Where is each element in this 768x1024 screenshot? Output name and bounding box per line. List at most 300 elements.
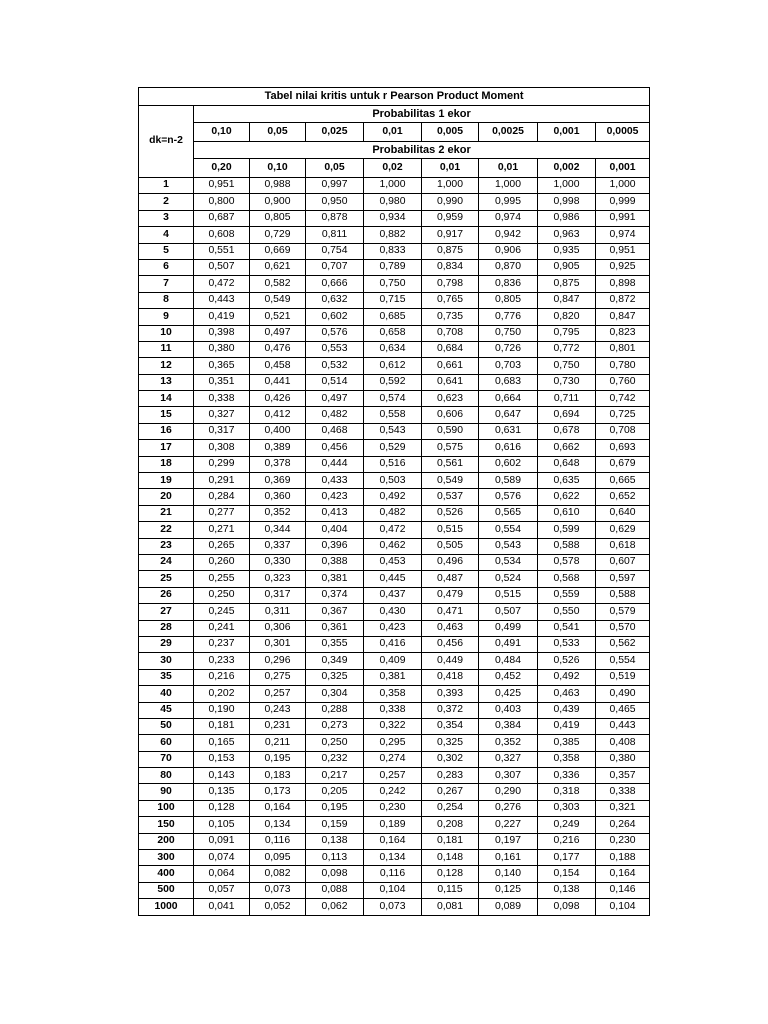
value-cell: 0,789 — [364, 259, 422, 275]
dk-cell: 21 — [139, 505, 194, 521]
value-cell: 0,257 — [250, 686, 306, 702]
value-cell: 0,138 — [538, 882, 596, 898]
value-cell: 0,233 — [194, 653, 250, 669]
table-row — [139, 259, 650, 275]
value-cell: 0,652 — [596, 489, 650, 505]
value-cell: 0,369 — [250, 473, 306, 489]
value-cell: 0,986 — [538, 210, 596, 226]
value-cell: 0,052 — [250, 899, 306, 915]
table-row — [139, 587, 650, 603]
table-row — [139, 456, 650, 472]
dk-cell: 20 — [139, 489, 194, 505]
value-cell: 0,267 — [422, 784, 479, 800]
one-tailed-level: 0,0025 — [479, 123, 538, 142]
value-cell: 0,456 — [306, 440, 364, 456]
value-cell: 0,195 — [250, 751, 306, 767]
value-cell: 0,551 — [194, 243, 250, 259]
value-cell: 0,507 — [479, 604, 538, 620]
table-row — [139, 817, 650, 833]
value-cell: 0,795 — [538, 325, 596, 341]
value-cell: 0,678 — [538, 423, 596, 439]
value-cell: 0,998 — [538, 194, 596, 210]
table-row — [139, 489, 650, 505]
value-cell: 0,308 — [194, 440, 250, 456]
dk-cell: 8 — [139, 292, 194, 308]
value-cell: 0,381 — [364, 669, 422, 685]
value-cell: 0,317 — [250, 587, 306, 603]
value-cell: 0,165 — [194, 735, 250, 751]
value-cell: 0,323 — [250, 571, 306, 587]
value-cell: 0,641 — [422, 374, 479, 390]
value-cell: 0,113 — [306, 850, 364, 866]
table-row — [139, 292, 650, 308]
value-cell: 0,388 — [306, 554, 364, 570]
dk-cell: 9 — [139, 309, 194, 325]
dk-cell: 23 — [139, 538, 194, 554]
value-cell: 0,159 — [306, 817, 364, 833]
value-cell: 0,146 — [596, 882, 650, 898]
table-row — [139, 899, 650, 915]
value-cell: 0,303 — [538, 800, 596, 816]
value-cell: 0,900 — [250, 194, 306, 210]
value-cell: 0,576 — [479, 489, 538, 505]
value-cell: 0,750 — [479, 325, 538, 341]
table-row — [139, 686, 650, 702]
one-tailed-level: 0,005 — [422, 123, 479, 142]
dk-cell: 45 — [139, 702, 194, 718]
table-row — [139, 210, 650, 226]
value-cell: 0,730 — [538, 374, 596, 390]
dk-cell: 6 — [139, 259, 194, 275]
value-cell: 0,396 — [306, 538, 364, 554]
table-row — [139, 243, 650, 259]
value-cell: 0,288 — [306, 702, 364, 718]
value-cell: 0,290 — [479, 784, 538, 800]
value-cell: 0,492 — [364, 489, 422, 505]
table-title: Tabel nilai kritis untuk r Pearson Product Moment — [139, 88, 650, 106]
value-cell: 0,255 — [194, 571, 250, 587]
value-cell: 0,393 — [422, 686, 479, 702]
value-cell: 0,283 — [422, 768, 479, 784]
value-cell: 0,685 — [364, 309, 422, 325]
value-cell: 0,592 — [364, 374, 422, 390]
value-cell: 0,365 — [194, 358, 250, 374]
value-cell: 0,148 — [422, 850, 479, 866]
value-cell: 0,661 — [422, 358, 479, 374]
dk-cell: 400 — [139, 866, 194, 882]
value-cell: 0,798 — [422, 276, 479, 292]
value-cell: 0,250 — [306, 735, 364, 751]
value-cell: 0,526 — [538, 653, 596, 669]
value-cell: 0,231 — [250, 718, 306, 734]
value-cell: 0,568 — [538, 571, 596, 587]
value-cell: 0,750 — [538, 358, 596, 374]
value-cell: 0,935 — [538, 243, 596, 259]
value-cell: 0,503 — [364, 473, 422, 489]
value-cell: 0,561 — [422, 456, 479, 472]
value-cell: 0,164 — [250, 800, 306, 816]
table-row — [139, 358, 650, 374]
dk-cell: 2 — [139, 194, 194, 210]
value-cell: 0,374 — [306, 587, 364, 603]
two-tailed-level: 0,20 — [194, 159, 250, 178]
value-cell: 0,666 — [306, 276, 364, 292]
table-row — [139, 505, 650, 521]
value-cell: 0,358 — [364, 686, 422, 702]
value-cell: 0,878 — [306, 210, 364, 226]
value-cell: 0,211 — [250, 735, 306, 751]
value-cell: 0,963 — [538, 227, 596, 243]
value-cell: 0,115 — [422, 882, 479, 898]
value-cell: 0,610 — [538, 505, 596, 521]
value-cell: 0,073 — [364, 899, 422, 915]
value-cell: 0,772 — [538, 341, 596, 357]
value-cell: 0,430 — [364, 604, 422, 620]
value-cell: 0,565 — [479, 505, 538, 521]
value-cell: 0,128 — [194, 800, 250, 816]
value-cell: 1,000 — [364, 178, 422, 194]
dk-cell: 17 — [139, 440, 194, 456]
value-cell: 0,161 — [479, 850, 538, 866]
value-cell: 0,062 — [306, 899, 364, 915]
value-cell: 0,242 — [364, 784, 422, 800]
value-cell: 0,361 — [306, 620, 364, 636]
value-cell: 0,134 — [250, 817, 306, 833]
value-cell: 0,662 — [538, 440, 596, 456]
value-cell: 0,917 — [422, 227, 479, 243]
value-cell: 0,754 — [306, 243, 364, 259]
dk-cell: 100 — [139, 800, 194, 816]
value-cell: 0,602 — [306, 309, 364, 325]
value-cell: 0,575 — [422, 440, 479, 456]
dk-cell: 12 — [139, 358, 194, 374]
dk-cell: 300 — [139, 850, 194, 866]
value-cell: 0,445 — [364, 571, 422, 587]
value-cell: 0,104 — [596, 899, 650, 915]
value-cell: 0,519 — [596, 669, 650, 685]
value-cell: 0,265 — [194, 538, 250, 554]
value-cell: 0,951 — [596, 243, 650, 259]
value-cell: 0,276 — [479, 800, 538, 816]
value-cell: 0,453 — [364, 554, 422, 570]
value-cell: 0,629 — [596, 522, 650, 538]
value-cell: 0,190 — [194, 702, 250, 718]
table-row — [139, 276, 650, 292]
value-cell: 0,529 — [364, 440, 422, 456]
value-cell: 0,499 — [479, 620, 538, 636]
value-cell: 0,484 — [479, 653, 538, 669]
value-cell: 0,135 — [194, 784, 250, 800]
one-tailed-level: 0,10 — [194, 123, 250, 142]
value-cell: 0,296 — [250, 653, 306, 669]
value-cell: 0,104 — [364, 882, 422, 898]
dk-cell: 18 — [139, 456, 194, 472]
value-cell: 0,576 — [306, 325, 364, 341]
value-cell: 0,703 — [479, 358, 538, 374]
value-cell: 0,416 — [364, 636, 422, 652]
dk-cell: 13 — [139, 374, 194, 390]
value-cell: 0,823 — [596, 325, 650, 341]
value-cell: 0,336 — [538, 768, 596, 784]
dk-cell: 80 — [139, 768, 194, 784]
two-tailed-level: 0,10 — [250, 159, 306, 178]
value-cell: 0,875 — [422, 243, 479, 259]
value-cell: 0,514 — [306, 374, 364, 390]
table-row — [139, 554, 650, 570]
value-cell: 0,606 — [422, 407, 479, 423]
value-cell: 0,541 — [538, 620, 596, 636]
value-cell: 0,273 — [306, 718, 364, 734]
two-tailed-level: 0,05 — [306, 159, 364, 178]
value-cell: 0,443 — [596, 718, 650, 734]
table-row — [139, 571, 650, 587]
table-row — [139, 227, 650, 243]
value-cell: 0,715 — [364, 292, 422, 308]
value-cell: 0,330 — [250, 554, 306, 570]
value-cell: 0,183 — [250, 768, 306, 784]
value-cell: 0,476 — [250, 341, 306, 357]
value-cell: 0,337 — [250, 538, 306, 554]
value-cell: 0,607 — [596, 554, 650, 570]
value-cell: 0,344 — [250, 522, 306, 538]
value-cell: 0,974 — [596, 227, 650, 243]
table-row — [139, 423, 650, 439]
value-cell: 0,750 — [364, 276, 422, 292]
dk-cell: 22 — [139, 522, 194, 538]
value-cell: 0,612 — [364, 358, 422, 374]
value-cell: 0,465 — [596, 702, 650, 718]
value-cell: 0,870 — [479, 259, 538, 275]
value-cell: 0,482 — [364, 505, 422, 521]
value-cell: 0,243 — [250, 702, 306, 718]
value-cell: 0,325 — [306, 669, 364, 685]
value-cell: 0,589 — [479, 473, 538, 489]
value-cell: 0,570 — [596, 620, 650, 636]
value-cell: 0,418 — [422, 669, 479, 685]
value-cell: 0,425 — [479, 686, 538, 702]
value-cell: 0,098 — [306, 866, 364, 882]
value-cell: 0,669 — [250, 243, 306, 259]
value-cell: 0,389 — [250, 440, 306, 456]
value-cell: 0,725 — [596, 407, 650, 423]
value-cell: 0,307 — [479, 768, 538, 784]
value-cell: 0,154 — [538, 866, 596, 882]
value-cell: 0,658 — [364, 325, 422, 341]
value-cell: 0,632 — [306, 292, 364, 308]
value-cell: 0,463 — [422, 620, 479, 636]
value-cell: 0,143 — [194, 768, 250, 784]
value-cell: 0,602 — [479, 456, 538, 472]
table-row — [139, 374, 650, 390]
value-cell: 0,780 — [596, 358, 650, 374]
value-cell: 0,408 — [596, 735, 650, 751]
dk-cell: 29 — [139, 636, 194, 652]
value-cell: 0,295 — [364, 735, 422, 751]
dk-cell: 14 — [139, 391, 194, 407]
table-row — [139, 473, 650, 489]
value-cell: 0,412 — [250, 407, 306, 423]
value-cell: 0,505 — [422, 538, 479, 554]
value-cell: 0,205 — [306, 784, 364, 800]
value-cell: 0,679 — [596, 456, 650, 472]
value-cell: 0,441 — [250, 374, 306, 390]
value-cell: 1,000 — [596, 178, 650, 194]
dk-cell: 24 — [139, 554, 194, 570]
dk-cell: 5 — [139, 243, 194, 259]
value-cell: 0,729 — [250, 227, 306, 243]
value-cell: 0,181 — [422, 833, 479, 849]
value-cell: 0,355 — [306, 636, 364, 652]
value-cell: 0,631 — [479, 423, 538, 439]
value-cell: 0,357 — [596, 768, 650, 784]
value-cell: 0,694 — [538, 407, 596, 423]
value-cell: 0,153 — [194, 751, 250, 767]
value-cell: 0,116 — [364, 866, 422, 882]
one-tailed-level: 0,0005 — [596, 123, 650, 142]
table-row — [139, 768, 650, 784]
value-cell: 0,081 — [422, 899, 479, 915]
value-cell: 0,820 — [538, 309, 596, 325]
value-cell: 0,618 — [596, 538, 650, 554]
value-cell: 0,227 — [479, 817, 538, 833]
value-cell: 0,237 — [194, 636, 250, 652]
value-cell: 0,274 — [364, 751, 422, 767]
value-cell: 0,128 — [422, 866, 479, 882]
value-cell: 0,275 — [250, 669, 306, 685]
one-tailed-levels-row — [139, 123, 650, 142]
value-cell: 0,811 — [306, 227, 364, 243]
value-cell: 0,597 — [596, 571, 650, 587]
value-cell: 0,439 — [538, 702, 596, 718]
value-cell: 0,057 — [194, 882, 250, 898]
value-cell: 0,934 — [364, 210, 422, 226]
value-cell: 0,384 — [479, 718, 538, 734]
value-cell: 0,665 — [596, 473, 650, 489]
value-cell: 0,647 — [479, 407, 538, 423]
value-cell: 0,847 — [596, 309, 650, 325]
value-cell: 0,318 — [538, 784, 596, 800]
value-cell: 0,776 — [479, 309, 538, 325]
value-cell: 0,558 — [364, 407, 422, 423]
value-cell: 0,562 — [596, 636, 650, 652]
dk-cell: 30 — [139, 653, 194, 669]
value-cell: 0,306 — [250, 620, 306, 636]
value-cell: 0,906 — [479, 243, 538, 259]
value-cell: 0,833 — [364, 243, 422, 259]
value-cell: 0,164 — [364, 833, 422, 849]
value-cell: 0,472 — [194, 276, 250, 292]
two-tailed-levels-row — [139, 159, 650, 178]
value-cell: 0,635 — [538, 473, 596, 489]
dk-cell: 1000 — [139, 899, 194, 915]
value-cell: 0,140 — [479, 866, 538, 882]
value-cell: 0,338 — [596, 784, 650, 800]
value-cell: 0,599 — [538, 522, 596, 538]
dk-cell: 26 — [139, 587, 194, 603]
value-cell: 0,360 — [250, 489, 306, 505]
dk-cell: 19 — [139, 473, 194, 489]
value-cell: 0,354 — [422, 718, 479, 734]
value-cell: 0,380 — [596, 751, 650, 767]
value-cell: 0,533 — [538, 636, 596, 652]
value-cell: 0,358 — [538, 751, 596, 767]
dk-cell: 70 — [139, 751, 194, 767]
value-cell: 0,515 — [479, 587, 538, 603]
value-cell: 0,291 — [194, 473, 250, 489]
value-cell: 0,403 — [479, 702, 538, 718]
one-tailed-level: 0,01 — [364, 123, 422, 142]
dk-cell: 90 — [139, 784, 194, 800]
value-cell: 0,490 — [596, 686, 650, 702]
value-cell: 0,482 — [306, 407, 364, 423]
value-cell: 0,064 — [194, 866, 250, 882]
value-cell: 0,991 — [596, 210, 650, 226]
value-cell: 0,216 — [194, 669, 250, 685]
value-cell: 0,925 — [596, 259, 650, 275]
value-cell: 0,574 — [364, 391, 422, 407]
value-cell: 0,578 — [538, 554, 596, 570]
value-cell: 0,433 — [306, 473, 364, 489]
two-tailed-level: 0,001 — [596, 159, 650, 178]
table-row — [139, 702, 650, 718]
value-cell: 0,507 — [194, 259, 250, 275]
value-cell: 0,367 — [306, 604, 364, 620]
value-cell: 0,479 — [422, 587, 479, 603]
value-cell: 0,462 — [364, 538, 422, 554]
value-cell: 0,249 — [538, 817, 596, 833]
value-cell: 0,250 — [194, 587, 250, 603]
value-cell: 0,426 — [250, 391, 306, 407]
value-cell: 0,385 — [538, 735, 596, 751]
table-row — [139, 407, 650, 423]
value-cell: 0,372 — [422, 702, 479, 718]
value-cell: 0,352 — [479, 735, 538, 751]
value-cell: 0,302 — [422, 751, 479, 767]
value-cell: 0,735 — [422, 309, 479, 325]
value-cell: 0,327 — [479, 751, 538, 767]
value-cell: 0,959 — [422, 210, 479, 226]
value-cell: 0,188 — [596, 850, 650, 866]
value-cell: 0,980 — [364, 194, 422, 210]
dk-header: dk=n-2 — [139, 106, 194, 178]
value-cell: 0,543 — [479, 538, 538, 554]
value-cell: 0,254 — [422, 800, 479, 816]
value-cell: 0,325 — [422, 735, 479, 751]
value-cell: 1,000 — [538, 178, 596, 194]
value-cell: 0,471 — [422, 604, 479, 620]
dk-cell: 28 — [139, 620, 194, 636]
value-cell: 0,173 — [250, 784, 306, 800]
value-cell: 0,708 — [422, 325, 479, 341]
value-cell: 0,456 — [422, 636, 479, 652]
value-cell: 0,708 — [596, 423, 650, 439]
value-cell: 0,990 — [422, 194, 479, 210]
table-row — [139, 620, 650, 636]
dk-cell: 500 — [139, 882, 194, 898]
value-cell: 0,847 — [538, 292, 596, 308]
value-cell: 0,177 — [538, 850, 596, 866]
value-cell: 0,082 — [250, 866, 306, 882]
two-tailed-level: 0,02 — [364, 159, 422, 178]
value-cell: 0,683 — [479, 374, 538, 390]
value-cell: 0,095 — [250, 850, 306, 866]
value-cell: 0,322 — [364, 718, 422, 734]
value-cell: 0,582 — [250, 276, 306, 292]
table-row — [139, 784, 650, 800]
value-cell: 0,413 — [306, 505, 364, 521]
value-cell: 0,579 — [596, 604, 650, 620]
two-tailed-level: 0,01 — [422, 159, 479, 178]
